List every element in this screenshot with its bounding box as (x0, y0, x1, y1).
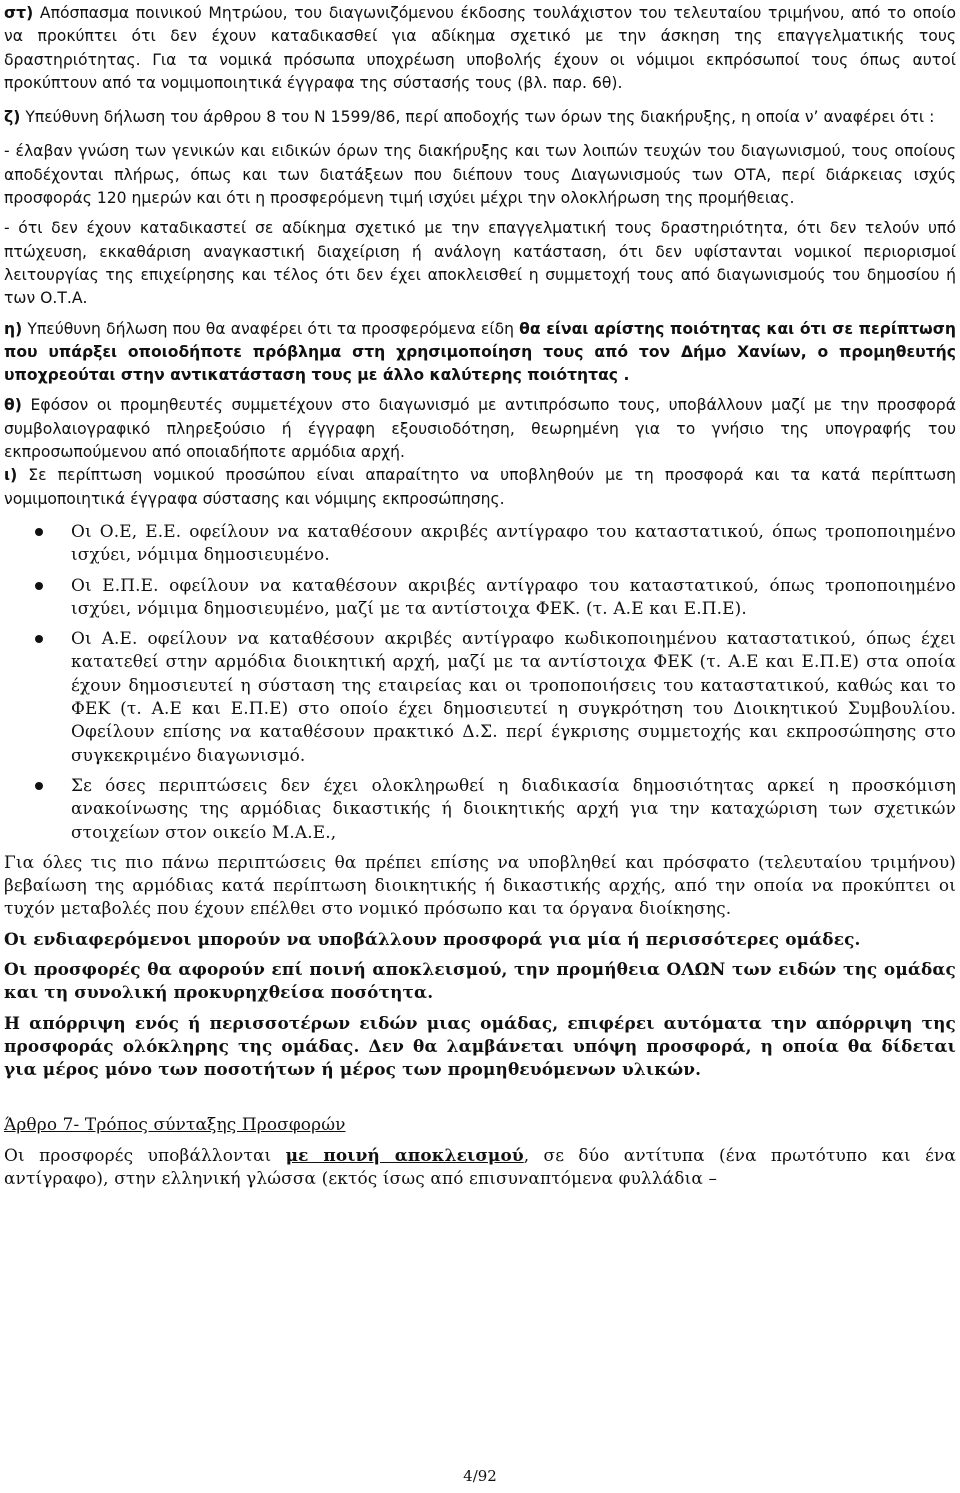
bold-groups-text: Οι ενδιαφερόμενοι μπορούν να υποβάλλουν προσφορά για μία ή περισσότερες ομάδες. (4, 928, 861, 949)
paragraph-st-text: Απόσπασμα ποινικού Μητρώου, του διαγωνιζόμενου έκδοσης τουλάχιστον του τελευταίου τριμήνου, από το οποίο να προκύπτει ότι δεν έχουν καταδικασθεί για αδίκημα σχετικό με την άσκηση της επαγγελματικής τους δραστηριότητας. Για τα νομικά πρόσωπα υποχρέωση υποβολής έχουν οι νόμιμοι εκπρόσωποί τους όπως αυτοί προκύπτουν από τα νομιμοποιητικά έγγραφα της σύστασής τους (βλ. παρ. 6θ). (4, 4, 956, 92)
item-label-z: ζ) (4, 108, 21, 127)
list-item (4, 520, 956, 567)
paragraph-eta (4, 318, 956, 388)
paragraph-st (4, 2, 956, 95)
article-body-bold: με ποινή αποκλεισμού (285, 1144, 524, 1165)
list-item (4, 574, 956, 621)
list-item (4, 627, 956, 767)
article-heading (4, 1113, 956, 1136)
article-body-pre: Οι προσφορές υποβάλλονται (4, 1144, 272, 1165)
paragraph-z-text: Υπεύθυνη δήλωση του άρθρου 8 του Ν 1599/86, περί αποδοχής των όρων της διακήρυξης, η οποία ν’ αναφέρει ότι : (25, 108, 935, 127)
paragraph-eta-plain: Υπεύθυνη δήλωση που θα αναφέρει ότι τα προσφερόμενα είδη (27, 319, 515, 338)
paragraph-z (4, 106, 956, 129)
list-item-text: Σε όσες περιπτώσεις δεν έχει ολοκληρωθεί η διαδικασία δημοσιότητας αρκεί η προσκόμιση ανακοίνωσης της αρμόδιας δικαστικής ή διοικητικής αρχή για την καταχώριση των σχετικών στοιχείων στον οικείο Μ.Α.Ε., (71, 774, 956, 842)
article-body-post: , σε δύο αντίτυπα (ένα πρωτότυπο και ένα αντίγραφο), στην ελληνική γλώσσα (εκτός ίσως από επισυναπτόμενα φυλλάδια – (4, 1144, 956, 1189)
paragraph-article-body (4, 1144, 956, 1191)
item-label-theta: θ) (4, 396, 22, 415)
paragraph-eta-bold: θα είναι αρίστης ποιότητας και ότι σε περίπτωση που υπάρξει οποιοδήποτε πρόβλημα στη χρησιμοποίηση τους από τον Δήμο Χανίων, ο προμηθευτής υποχρεούται στην αντικατάσταση τους με άλλο καλύτερης ποιότητας . (4, 319, 956, 385)
item-label-eta: η) (4, 319, 23, 338)
document-page (4, 2, 956, 1190)
item-label-iota: ι) (4, 466, 18, 485)
bold-rejection-text: Η απόρριψη ενός ή περισσοτέρων ειδών μιας ομάδας, επιφέρει αυτόματα την απόρριψη της προσφοράς ολόκληρης της ομάδας. Δεν θα λαμβάνεται υπόψη προσφορά, η οποία θα δίδεται για μέρος μόνο των ποσοτήτων ή μέρος των προμηθευόμενων υλικών. (4, 1012, 956, 1080)
bullet-icon (35, 528, 43, 536)
list-item (4, 774, 956, 844)
paragraph-dash-1: - έλαβαν γνώση των γενικών και ειδικών όρων της διακήρυξης και των λοιπών τευχών του διαγωνισμού, τους οποίους αποδέχονται πλήρως, όπως και των διατάξεων που διέπουν τους Διαγωνισμούς των ΟΤΑ, περί διάρκειας ισχύς προσφοράς 120 ημερών και ότι η προσφερόμενη τιμή ισχύει μέχρι την ολοκλήρωση της προμήθειας. (4, 142, 956, 208)
paragraph-iota-text: Σε περίπτωση νομικού προσώπου είναι απαραίτητο να υποβληθούν με τη προσφορά και τα κατά περίπτωση νομιμοποιητικά έγγραφα σύστασης και νόμιμης εκπροσώπησης. (4, 466, 956, 508)
entity-requirements-list (4, 520, 956, 844)
article-title: Άρθρο 7- Τρόπος σύνταξης Προσφορών (4, 1114, 346, 1135)
paragraph-theta (4, 394, 956, 464)
paragraph-bold-rejection (4, 1012, 956, 1082)
paragraph-dash-2: - ότι δεν έχουν καταδικαστεί σε αδίκημα σχετικό με την επαγγελματική τους δραστηριότητα, ότι δεν τελούν υπό πτώχευση, εκκαθάριση αναγκαστική διαχείριση ή ανάλογη κατάσταση, ότι δεν υφίστανται νομικοί περιορισμοί λειτουργίας της επιχείρησης και τέλος ότι δεν έχει αποκλεισθεί η συμμετοχή τους από διαγωνισμούς του δημοσίου ή των Ο.Τ.Α. (4, 219, 956, 308)
paragraph-bold-exclusion (4, 958, 956, 1005)
paragraph-iota (4, 464, 956, 511)
page-number: 4/92 (463, 1467, 497, 1485)
list-item-text: Οι Α.Ε. οφείλουν να καταθέσουν ακριβές αντίγραφο κωδικοποιημένου καταστατικού, όπως έχει κατατεθεί στην αρμόδια διοικητική αρχή, μαζί με τα αντίστοιχα ΦΕΚ (τ. Α.Ε και Ε.Π.Ε) στα οποία έχουν δημοσιευτεί η σύσταση της εταιρείας και οι τροποποιήσεις του καταστατικού, καθώς και το ΦΕΚ (τ. Α.Ε και Ε.Π.Ε) στο οποίο έχει δημοσιευτεί η συγκρότηση του Διοικητικού Συμβουλίου. Οφείλουν επίσης να καταθέσουν πρακτικό Δ.Σ. περί έγκρισης συμμετοχής και εκπροσώπησης στο συγκεκριμένο διαγωνισμό. (71, 628, 956, 765)
list-item-text: Οι Ε.Π.Ε. οφείλουν να καταθέσουν ακριβές αντίγραφο του καταστατικού, όπως τροποποιημένο ισχύει, νόμιμα δημοσιευμένο, μαζί με τα αντίστοιχα ΦΕΚ. (τ. Α.Ε και Ε.Π.Ε). (71, 574, 956, 618)
paragraph-theta-text: Εφόσον οι προμηθευτές συμμετέχουν στο διαγωνισμό με αντιπρόσωπο τους, υποβάλλουν μαζί με την προσφορά συμβολαιογραφικό πληρεξούσιο ή έγγραφη εξουσιοδότηση, θεωρημένη για το γνήσιο της υπογραφής του εκπροσωπούμενου από οποιαδήποτε αρμόδια αρχή. (4, 396, 956, 462)
item-label-st: στ) (4, 4, 34, 22)
bullet-icon (35, 782, 43, 790)
list-item-text: Οι Ο.Ε, Ε.Ε. οφείλουν να καταθέσουν ακριβές αντίγραφο του καταστατικού, όπως τροποποιημένο ισχύει, νόμιμα δημοσιευμένο. (71, 520, 956, 565)
bullet-icon (35, 582, 43, 590)
paragraph-all-cases: Για όλες τις πιο πάνω περιπτώσεις θα πρέπει επίσης να υποβληθεί και πρόσφατο (τελευταίου τριμήνου) βεβαίωση της αρμόδιας κατά περίπτωση διοικητικής ή δικαστικής αρχής, από την οποία να προκύπτει οι τυχόν μεταβολές που έχουν επέλθει στο νομικό πρόσωπο και τα όργανα διοίκησης. (4, 851, 956, 919)
paragraph-bold-groups (4, 928, 956, 951)
bold-exclusion-text: Οι προσφορές θα αφορούν επί ποινή αποκλεισμού, την προμήθεια ΟΛΩΝ των ειδών της ομάδας και τη συνολική προκυρηχθείσα ποσότητα. (4, 958, 956, 1003)
bullet-icon (35, 635, 43, 643)
